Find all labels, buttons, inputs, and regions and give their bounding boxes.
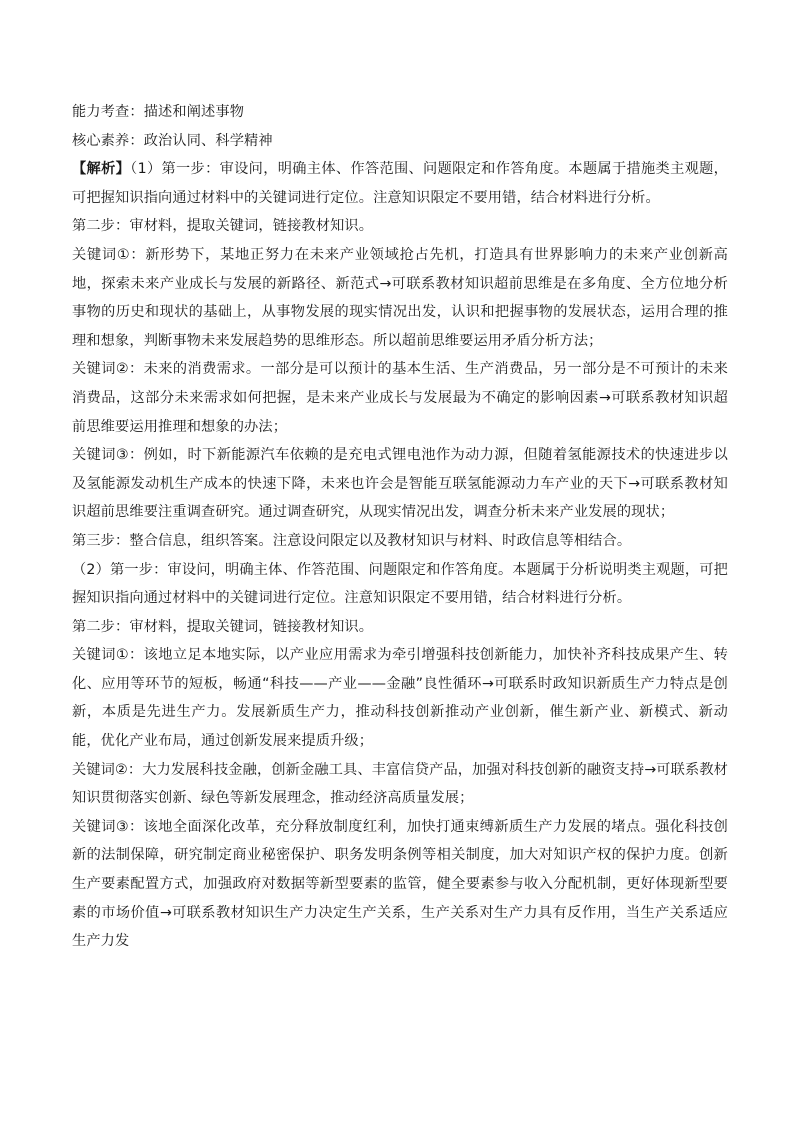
- analysis-tag: 【解析】: [72, 161, 131, 178]
- analysis-paragraph: [72, 155, 728, 212]
- document-body: [72, 98, 728, 956]
- paragraph: 关键词①：新形势下，某地正努力在未来产业领域抢占先机，打造具有世界影响力的未来产业创新高地，探索未来产业成长与发展的新路径、新范式→可联系教材知识超前思维是在多角度、全方位地分析事物的历史和现状的基础上，从事物发展的现实情况出发，认识和把握事物的发展状态，运用合理的推理和想象，判断事物未来发展趋势的思维形态。所以超前思维要运用矛盾分析方法；: [72, 246, 728, 349]
- part1-lead-text: （1）第一步：审设问，明确主体、作答范围、问题限定和作答角度。本题属于措施类主观题，可把握知识指向通过材料中的关键词进行定位。注意知识限定不要用错，结合材料进行分析。: [72, 161, 729, 206]
- paragraph: （2）第一步：审设问，明确主体、作答范围、问题限定和作答角度。本题属于分析说明类主观题，可把握知识指向通过材料中的关键词进行定位。注意知识限定不要用错，结合材料进行分析。: [72, 561, 728, 607]
- ability-line: 能力考查：描述和阐述事物: [72, 104, 245, 120]
- paragraph: 第二步：审材料，提取关键词，链接教材知识。: [72, 618, 374, 635]
- paragraph: 关键词③：该地全面深化改革，充分释放制度红利，加快打通束缚新质生产力发展的堵点。强化科技创新的法制保障，研究制定商业秘密保护、职务发明条例等相关制度，加大对知识产权的保护力度。创新生产要素配置方式，加强政府对数据等新型要素的监管，健全要素参与收入分配机制，更好体现新型要素的市场价值→可联系教材知识生产力决定生产关系，生产关系对生产力具有反作用，当生产关系适应生产力发: [72, 818, 728, 950]
- paragraph: 关键词②：大力发展科技金融，创新金融工具、丰富信贷产品，加强对科技创新的融资支持→可联系教材知识贯彻落实创新、绿色等新发展理念，推动经济高质量发展；: [72, 761, 728, 807]
- literacy-line: 核心素养：政治认同、科学精神: [72, 132, 273, 149]
- paragraph: 第三步：整合信息，组织答案。注意设问限定以及教材知识与材料、时政信息等相结合。: [72, 532, 632, 549]
- paragraph: 关键词③：例如，时下新能源汽车依赖的是充电式锂电池作为动力源，但随着氢能源技术的快速进步以及氢能源发动机生产成本的快速下降，未来也许会是智能互联氢能源动力车产业的天下→可联系教材知识超前思维要注重调查研究。通过调查研究，从现实情况出发，调查分析未来产业发展的现状；: [72, 447, 729, 521]
- paragraph: 第二步：审材料，提取关键词，链接教材知识。: [72, 218, 374, 235]
- paragraph: 关键词①：该地立足本地实际，以产业应用需求为牵引增强科技创新能力，加快补齐科技成果产生、转化、应用等环节的短板，畅通“科技——产业——金融”良性循环→可联系时政知识新质生产力特点是创新，本质是先进生产力。发展新质生产力，推动科技创新推动产业创新，催生新产业、新模式、新动能，优化产业布局，通过创新发展来提质升级；: [72, 647, 728, 750]
- paragraph: 关键词②：未来的消费需求。一部分是可以预计的基本生活、生产消费品，另一部分是不可预计的未来消费品，这部分未来需求如何把握，是未来产业成长与发展最为不确定的影响因素→可联系教材知识超前思维要运用推理和想象的办法；: [72, 361, 729, 435]
